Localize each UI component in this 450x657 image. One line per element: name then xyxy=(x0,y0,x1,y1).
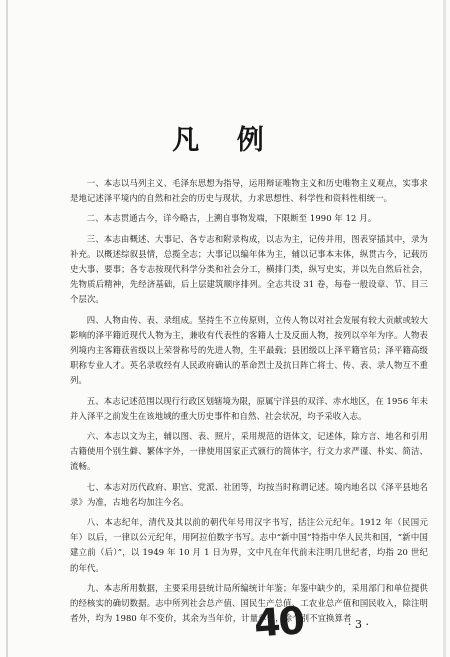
paragraph-3: 三、本志由概述、大事记、各专志和附录构成，以志为主，记传并用，图表穿插其中，录为补充。以概述综叙县情，总揽全志；大事记以编年体为主，辅以记事本末体，纵贯古今，记载历史大事、要事；各专志按现代科学分类和社会分工，横排门类，纵写史实，并以先自然后社会，先物质后精神，先经济基础，后上层建筑顺序排列。全志共设 31 卷，每卷一般设章、节、目三个层次。 xyxy=(70,233,428,305)
paragraph-8: 八、本志纪年，清代及其以前的朝代年号用汉字书写，括注公元纪年。1912 年（民国元年）以后，一律以公元纪年，用阿拉伯数字书写。志中“新中国”特指中华人民共和国，“新中国建立前（后）”，以 1949 年 10 月 1 日为界，文中凡在年代前未注明几世纪者，均指 20 世纪的年代。 xyxy=(70,517,428,573)
paragraph-2: 二、本志贯通古今，详今略古，上溯自事物发端，下限断至 1990 年 12 月。 xyxy=(86,213,377,224)
paragraph-7: 七、本志对历代政府、职官、党派、社团等，均按当时称谓记述。境内地名以《泽平县地名录》为准，古地名均加注今名。 xyxy=(70,481,428,507)
page-edge-right xyxy=(443,0,446,657)
paragraph-1: 一、本志以马列主义、毛泽东思想为指导，运用辩证唯物主义和历史唯物主义观点，实事求是地记述泽平境内的自然和社会的历史与现状，力求思想性、科学性和资料性相统一。 xyxy=(70,178,428,204)
page-title: 凡 例 xyxy=(172,125,278,156)
body-text xyxy=(70,176,428,631)
page-number: · 3 · xyxy=(348,618,369,631)
handwritten-number: 40 xyxy=(252,598,305,646)
paragraph-4: 四、人物由传、表、录组成。坚持生不立传原则，立传人物以对社会发展有较大贡献或较大影响的泽平籍近现代人物为主，兼收有代表性的客籍人士及反面人物，按列以卒年为序。人物表列境内主客籍获省级以上荣誉称号的先进人物，生平最载；县团级以上泽平籍官员；泽平籍高级职称专业人才。英名录收经有人民政府确认的革命烈士及抗日阵亡将士、传、表、录人物互不重列。 xyxy=(70,314,428,386)
paragraph-5: 五、本志记述范围以现行行政区划辖境为限，原属宁洋县的双洋、赤水地区，在 1956 年未并入泽平之前发生在该地域的重大历史事件和自然、社会状况，均予采收入志。 xyxy=(70,395,428,421)
paragraph-9: 九、本志所用数据，主要采用县统计局所编统计年鉴；年鉴中缺少的，采用部门和单位提供的经核实的确切数据。志中所列社会总产值、国民生产总值、工农业总产值和国民收入，除注明者外，均为 1980 年不变价，其余为当年价，计量单位，除个别不宜换算者 xyxy=(70,582,428,624)
page-edge-left xyxy=(6,0,8,657)
paragraph-6: 六、本志以文为主，辅以图、表、照片，采用规范的语体文，记述体，除方言、地名和引用古籍使用个别生僻、繁体字外，一律使用国家正式颁行的简体字，行文力求严谨、朴实、简洁、流畅。 xyxy=(70,431,428,472)
